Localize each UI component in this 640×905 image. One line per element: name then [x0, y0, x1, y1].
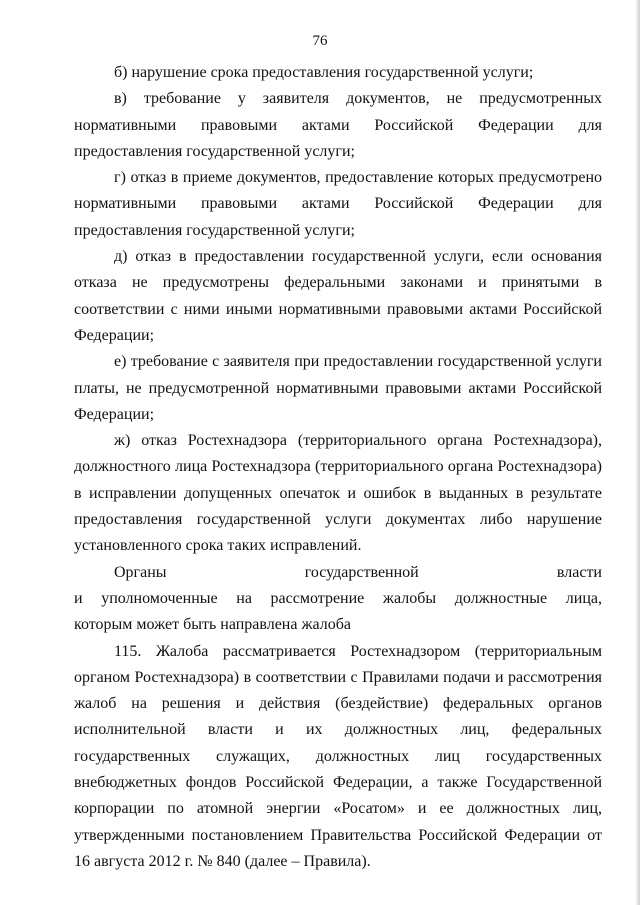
section-heading-line-1: Органы государственной власти [114, 563, 602, 581]
page-edge-shadow [635, 0, 640, 905]
paragraph-e: е) требование с заявителя при предоставлении государственной услуги платы, не предусмотренной нормативными правовыми актами Российской Федерации; [74, 353, 602, 423]
paragraph-b: б) нарушение срока предоставления государственной услуги; [114, 64, 534, 81]
section-heading-line-3: которым может быть направлена жалоба [74, 616, 351, 634]
paragraph-g: г) отказ в приеме документов, предоставление которых предусмотрено нормативными правовыми актами Российской Федерации для предоставления государственной услуги; [74, 169, 602, 239]
section-heading-line-2: и уполномоченные на рассмотрение жалобы должностные лица, [74, 589, 602, 607]
paragraph-zh: ж) отказ Ростехнадзора (территориального органа Ростехнадзора), должностного лица Ростехнадзора (территориального органа Ростехнадзора) в исправлении допущенных опечаток и ошибок в выданных в результате предоставления государственной услуги документах либо нарушение установленного срока таких исправлений. [74, 432, 602, 555]
paragraph-d: д) отказ в предоставлении государственной услуги, если основания отказа не предусмотрены федеральными законами и принятыми в соответствии с ними иными нормативными правовыми актами Российской Федерации; [74, 248, 602, 344]
document-body [74, 60, 602, 875]
section-heading [74, 560, 602, 639]
page-number: 76 [312, 33, 328, 49]
paragraph-v: в) требование у заявителя документов, не предусмотренных нормативными правовыми актами Российской Федерации для предоставления государственной услуги; [74, 90, 602, 160]
paragraph-115: 115. Жалоба рассматривается Ростехнадзором (территориальным органом Ростехнадзора) в соответствии с Правилами подачи и рассмотрения жалоб на решения и действия (бездействие) федеральных органов исполнительной власти и их должностных лиц, федеральных государственных служащих, должностных лиц государственных внебюджетных фондов Российской Федерации, а также Государственной корпорации по атомной энергии «Росатом» и ее должностных лиц, утвержденными постановлением Правительства Российской Федерации от 16 августа 2012 г. № 840 (далее – Правила). [74, 642, 602, 870]
